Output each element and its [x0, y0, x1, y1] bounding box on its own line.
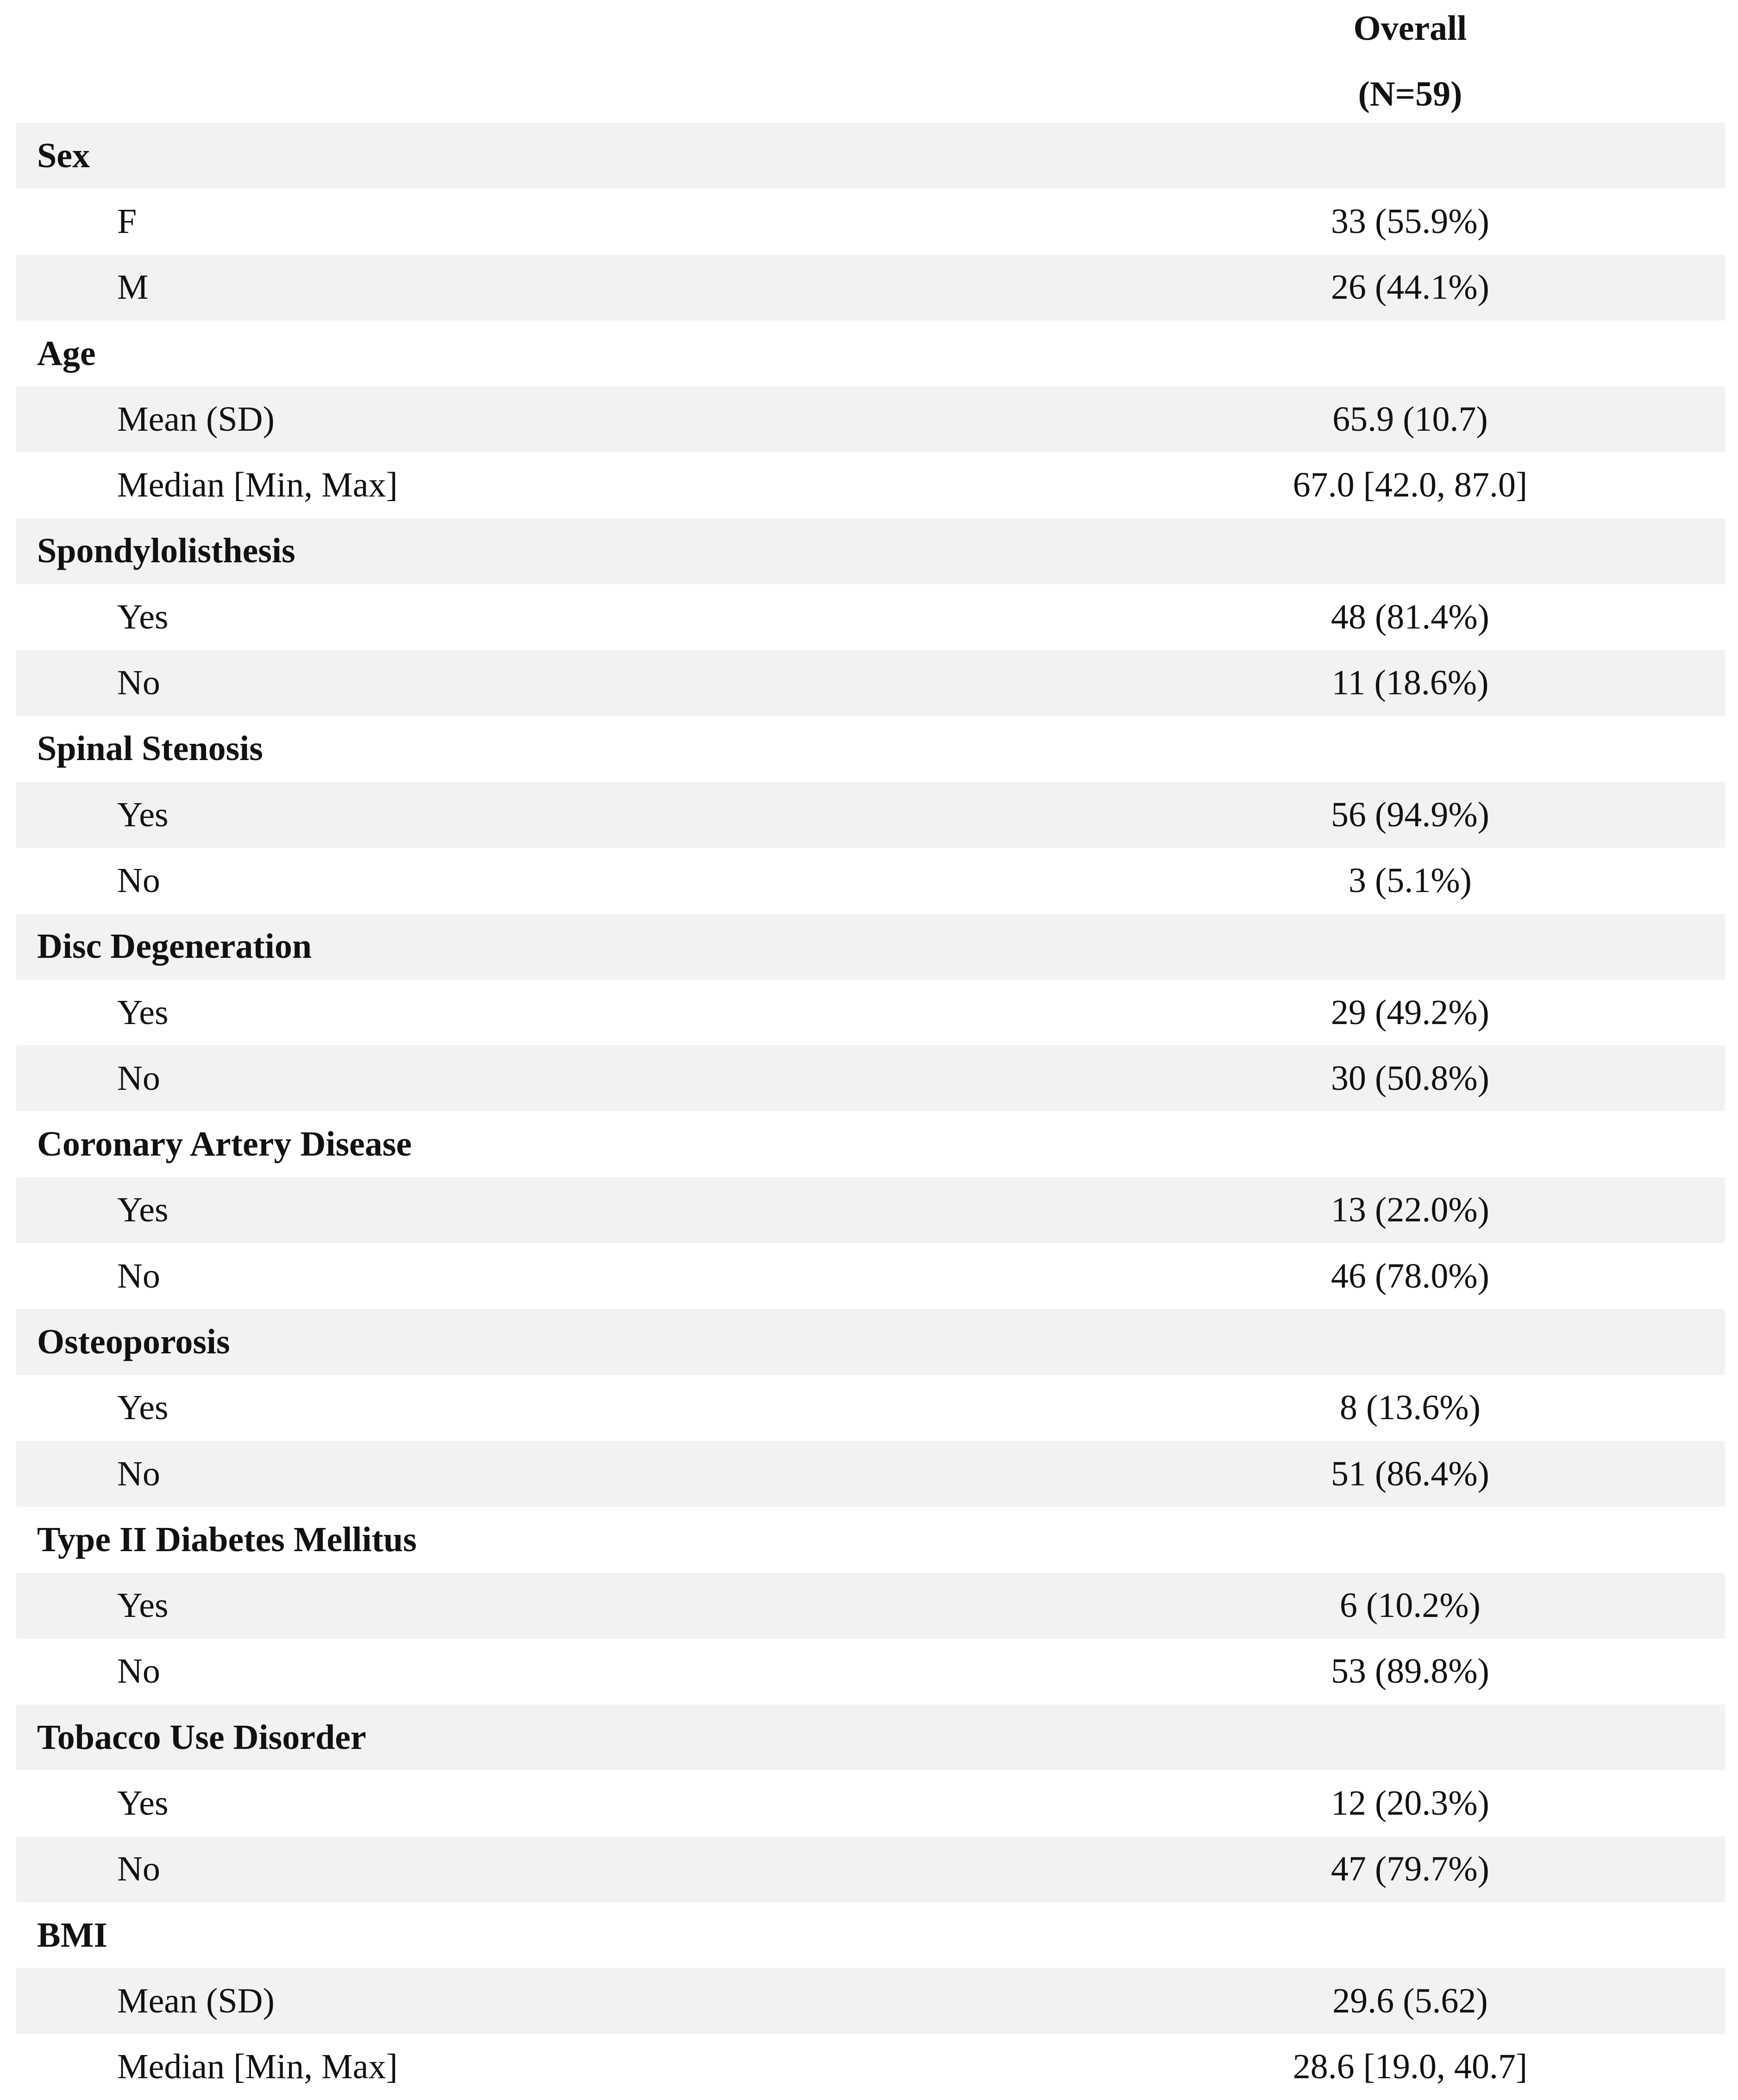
- row-value: 28.6 [19.0, 40.7]: [1293, 2047, 1528, 2087]
- row-label: No: [117, 1849, 160, 1889]
- row-label: Yes: [117, 1190, 169, 1230]
- row-value: 8 (13.6%): [1340, 1388, 1481, 1427]
- table-row: [16, 980, 1725, 1045]
- row-label: Yes: [117, 993, 169, 1032]
- table-row: [16, 584, 1725, 650]
- table-row: [16, 189, 1725, 254]
- row-value: 11 (18.6%): [1331, 663, 1489, 703]
- section-label: Type II Diabetes Mellitus: [37, 1520, 417, 1559]
- row-label: Yes: [117, 795, 169, 834]
- table-header: [16, 0, 1725, 123]
- section-row: [16, 1507, 1725, 1572]
- section-label: Osteoporosis: [37, 1322, 230, 1361]
- table-row: [16, 452, 1725, 518]
- row-value: 46 (78.0%): [1331, 1256, 1489, 1295]
- row-label: Yes: [117, 1388, 169, 1427]
- row-value: 65.9 (10.7): [1332, 399, 1488, 439]
- row-value: 6 (10.2%): [1340, 1586, 1481, 1625]
- section-row: [16, 1704, 1725, 1770]
- demographics-table: [16, 0, 1725, 2100]
- row-label: Yes: [117, 597, 169, 636]
- table-row: [16, 782, 1725, 848]
- section-row: [16, 914, 1725, 980]
- table-row: [16, 255, 1725, 321]
- row-label: No: [117, 861, 160, 900]
- table-row: [16, 1375, 1725, 1441]
- row-label: Median [Min, Max]: [117, 465, 398, 505]
- section-label: Sex: [37, 136, 90, 175]
- row-value: 53 (89.8%): [1331, 1652, 1489, 1691]
- overall-column-header: [1155, 0, 1665, 127]
- row-label: F: [117, 201, 137, 241]
- row-value: 3 (5.1%): [1349, 861, 1472, 900]
- table-row: [16, 1836, 1725, 1902]
- table-row: [16, 1968, 1725, 2034]
- row-value: 12 (20.3%): [1331, 1784, 1489, 1823]
- row-value: 26 (44.1%): [1331, 268, 1489, 307]
- table-row: [16, 1573, 1725, 1639]
- table-row: [16, 1243, 1725, 1309]
- row-value: 29.6 (5.62): [1332, 1981, 1488, 2020]
- row-value: 51 (86.4%): [1331, 1454, 1489, 1493]
- section-label: BMI: [37, 1915, 107, 1955]
- section-row: [16, 123, 1725, 189]
- table-body: [16, 123, 1725, 2100]
- row-label: No: [117, 1256, 160, 1295]
- row-value: 30 (50.8%): [1331, 1058, 1489, 1098]
- table-row: [16, 1441, 1725, 1507]
- table-row: [16, 650, 1725, 716]
- row-value: 56 (94.9%): [1331, 795, 1489, 834]
- row-value: 33 (55.9%): [1331, 201, 1489, 241]
- section-label: Spondylolisthesis: [37, 531, 295, 571]
- section-label: Spinal Stenosis: [37, 729, 263, 768]
- section-label: Disc Degeneration: [37, 927, 312, 966]
- row-label: No: [117, 1454, 160, 1493]
- row-label: No: [117, 1058, 160, 1098]
- section-row: [16, 1111, 1725, 1177]
- row-label: Median [Min, Max]: [117, 2047, 398, 2087]
- table-row: [16, 1177, 1725, 1243]
- row-label: Yes: [117, 1586, 169, 1625]
- row-value: 67.0 [42.0, 87.0]: [1293, 465, 1528, 505]
- table-row: [16, 848, 1725, 913]
- row-value: 13 (22.0%): [1331, 1190, 1489, 1230]
- column-n: (N=59): [1358, 75, 1462, 113]
- row-label: No: [117, 663, 160, 703]
- row-value: 48 (81.4%): [1331, 597, 1489, 636]
- row-label: Mean (SD): [117, 399, 275, 439]
- section-row: [16, 321, 1725, 386]
- section-label: Age: [37, 333, 96, 373]
- section-row: [16, 518, 1725, 584]
- row-label: Mean (SD): [117, 1981, 275, 2020]
- section-row: [16, 716, 1725, 782]
- table-row: [16, 1639, 1725, 1704]
- section-row: [16, 1902, 1725, 1968]
- table-row: [16, 2034, 1725, 2100]
- row-value: 29 (49.2%): [1331, 993, 1489, 1032]
- section-row: [16, 1309, 1725, 1375]
- row-label: M: [117, 268, 149, 307]
- table-row: [16, 386, 1725, 452]
- row-value: 47 (79.7%): [1331, 1849, 1489, 1889]
- row-label: Yes: [117, 1784, 169, 1823]
- section-label: Tobacco Use Disorder: [37, 1717, 366, 1757]
- table-row: [16, 1770, 1725, 1836]
- column-title: Overall: [1353, 9, 1467, 48]
- row-label: No: [117, 1652, 160, 1691]
- table-row: [16, 1045, 1725, 1111]
- section-label: Coronary Artery Disease: [37, 1125, 412, 1164]
